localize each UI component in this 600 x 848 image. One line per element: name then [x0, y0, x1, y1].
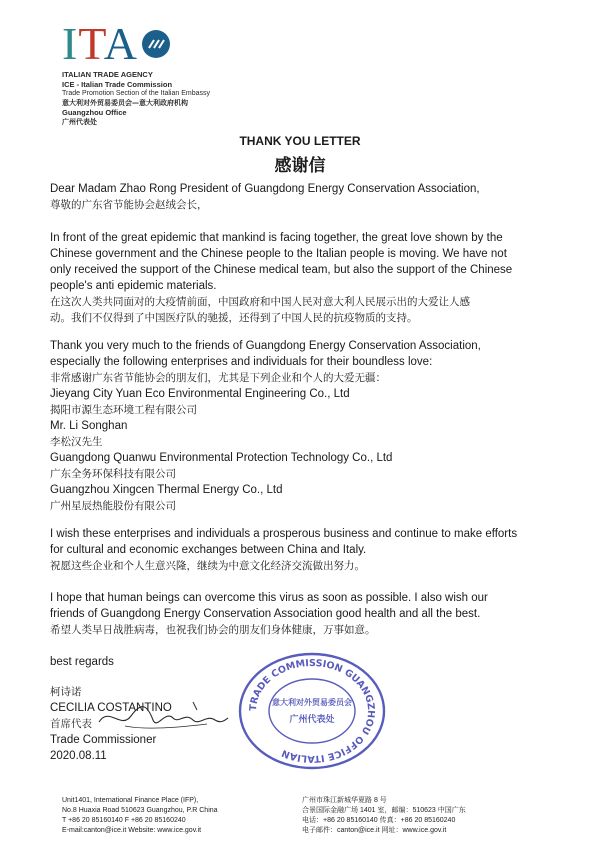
signer-title: Trade Commissioner — [50, 734, 157, 746]
letter-date: 2020.08.11 — [50, 750, 107, 762]
ice-mark-icon — [142, 30, 170, 58]
paragraph-1 — [50, 230, 550, 326]
salutation: Dear Madam Zhao Rong President of Guangdong Energy Conservation Association, — [50, 183, 480, 195]
thanks-item-en: Jieyang City Yuan Eco Environmental Engineering Co., Ltd — [50, 388, 350, 400]
thanks-item-cn: 广州星辰热能股份有限公司 — [50, 500, 176, 512]
thanks-item-en: Mr. Li Songhan — [50, 420, 128, 432]
footer-right-line: 广州市珠江新城华夏路 8 号 — [302, 797, 387, 804]
footer-left-line: No.8 Huaxia Road 510623 Guangzhou, P.R China — [62, 807, 218, 814]
section-line-cn: 意大利对外贸易委员会—意大利政府机构 — [62, 98, 188, 107]
ice-line: ICE - Italian Trade Commission — [62, 79, 173, 89]
salutation-cn: 尊敬的广东省节能协会赵绒会长， — [50, 199, 208, 211]
thanks-item-cn: 李松汉先生 — [50, 436, 103, 448]
para4-cn: 希望人类早日战胜病毒，也祝我们协会的朋友们身体健康，万事如意。 — [50, 624, 376, 636]
signer-name-cn: 柯诗诺 — [50, 686, 82, 698]
para2-line: especially the following enterprises and individuals for their boundless love: — [50, 356, 433, 368]
closing: best regards — [50, 656, 114, 668]
para3-cn: 祝愿这些企业和个人生意兴隆，继续为中意文化经济交流做出努力。 — [50, 560, 365, 572]
footer-left-line: E-mail:canton@ice.it Website: www.ice.gov.it — [62, 827, 202, 834]
svg-text:TRADE COMMISSION GUANGZHOU OFF — [248, 658, 376, 764]
office-name: Guangzhou Office — [62, 108, 127, 117]
para1-line: only received the support of the Chinese medical team, but also the support of the Chinese — [50, 264, 513, 276]
agency-info — [62, 70, 210, 127]
agency-name: ITALIAN TRADE AGENCY — [62, 70, 153, 79]
logo-letters — [62, 18, 138, 69]
paragraph-3 — [50, 526, 550, 574]
footer-right — [302, 796, 466, 836]
ita-logo — [62, 18, 170, 69]
letter-title-cn: 感谢信 — [274, 156, 326, 176]
thanks-item-cn: 揭阳市源生态环境工程有限公司 — [50, 404, 197, 416]
thanks-item-en: Guangdong Quanwu Environmental Protection Technology Co., Ltd — [50, 452, 393, 464]
handwritten-signature — [95, 700, 230, 738]
office-name-cn: 广州代表处 — [62, 117, 97, 126]
footer-left — [62, 796, 218, 836]
salutation-block — [50, 181, 550, 213]
signer-title-cn: 首席代表 — [50, 718, 92, 730]
para1-line: Chinese government and the Chinese people to the Italian people is moving. We have not — [50, 248, 507, 260]
logo-letter-a: A — [103, 18, 138, 69]
para1-line: people's anti epidemic materials. — [50, 280, 217, 292]
thanks-item-cn: 广东全务环保科技有限公司 — [50, 468, 176, 480]
signer-name: CECILIA COSTANTINO — [50, 702, 172, 714]
official-stamp — [237, 652, 387, 770]
para4-line: I hope that human beings can overcome this virus as soon as possible. I also wish our — [50, 592, 488, 604]
para1-cn-line: 在这次人类共同面对的大疫情前面，中国政府和中国人民对意大利人民展示出的大爱让人感 — [50, 296, 470, 308]
footer-left-line: Unit1401, International Finance Place (IFP), — [62, 797, 199, 804]
paragraph-2 — [50, 338, 550, 514]
footer-right-line: 电话：+86 20 85160140 传真：+86 20 85160240 — [302, 817, 456, 824]
logo-letter-t: T — [78, 18, 104, 69]
footer-right-line: 电子邮件：canton@ice.it 网址：www.ice.gov.it — [302, 827, 447, 834]
para4-line: friends of Guangdong Energy Conservation Association good health and all the best. — [50, 608, 481, 620]
stamp-ring-text: TRADE COMMISSION GUANGZHOU OFFICE ITALIAN — [247, 657, 377, 765]
letter-title: THANK YOU LETTER — [239, 134, 361, 148]
para1-line: In front of the great epidemic that mankind is facing together, the great love shown by the — [50, 232, 503, 244]
stamp-center-top: 意大利对外贸易委员会 — [272, 698, 352, 707]
footer-left-line: T +86 20 85160140 F +86 20 85160240 — [62, 817, 186, 824]
logo-letter-i: I — [62, 18, 79, 69]
thanks-item-en: Guangzhou Xingcen Thermal Energy Co., Ltd — [50, 484, 283, 496]
footer-right-line: 合景国际金融广场 1401 室，邮编：510623 中国广东 — [302, 807, 466, 814]
para3-line: for cultural and economic exchanges between China and Italy. — [50, 544, 367, 556]
paragraph-4 — [50, 590, 550, 638]
para2-cn: 非常感谢广东省节能协会的朋友们，尤其是下列企业和个人的大爱无疆： — [50, 372, 386, 384]
stamp-center-bottom: 广州代表处 — [289, 715, 335, 725]
section-line: Trade Promotion Section of the Italian Embassy — [62, 90, 210, 97]
para2-line: Thank you very much to the friends of Guangdong Energy Conservation Association, — [50, 340, 481, 352]
para3-line: I wish these enterprises and individuals a prosperous business and continue to make efforts — [50, 528, 518, 540]
para1-cn-line: 动。我们不仅得到了中国医疗队的驰援，还得到了中国人民的抗疫物质的支持。 — [50, 312, 418, 324]
